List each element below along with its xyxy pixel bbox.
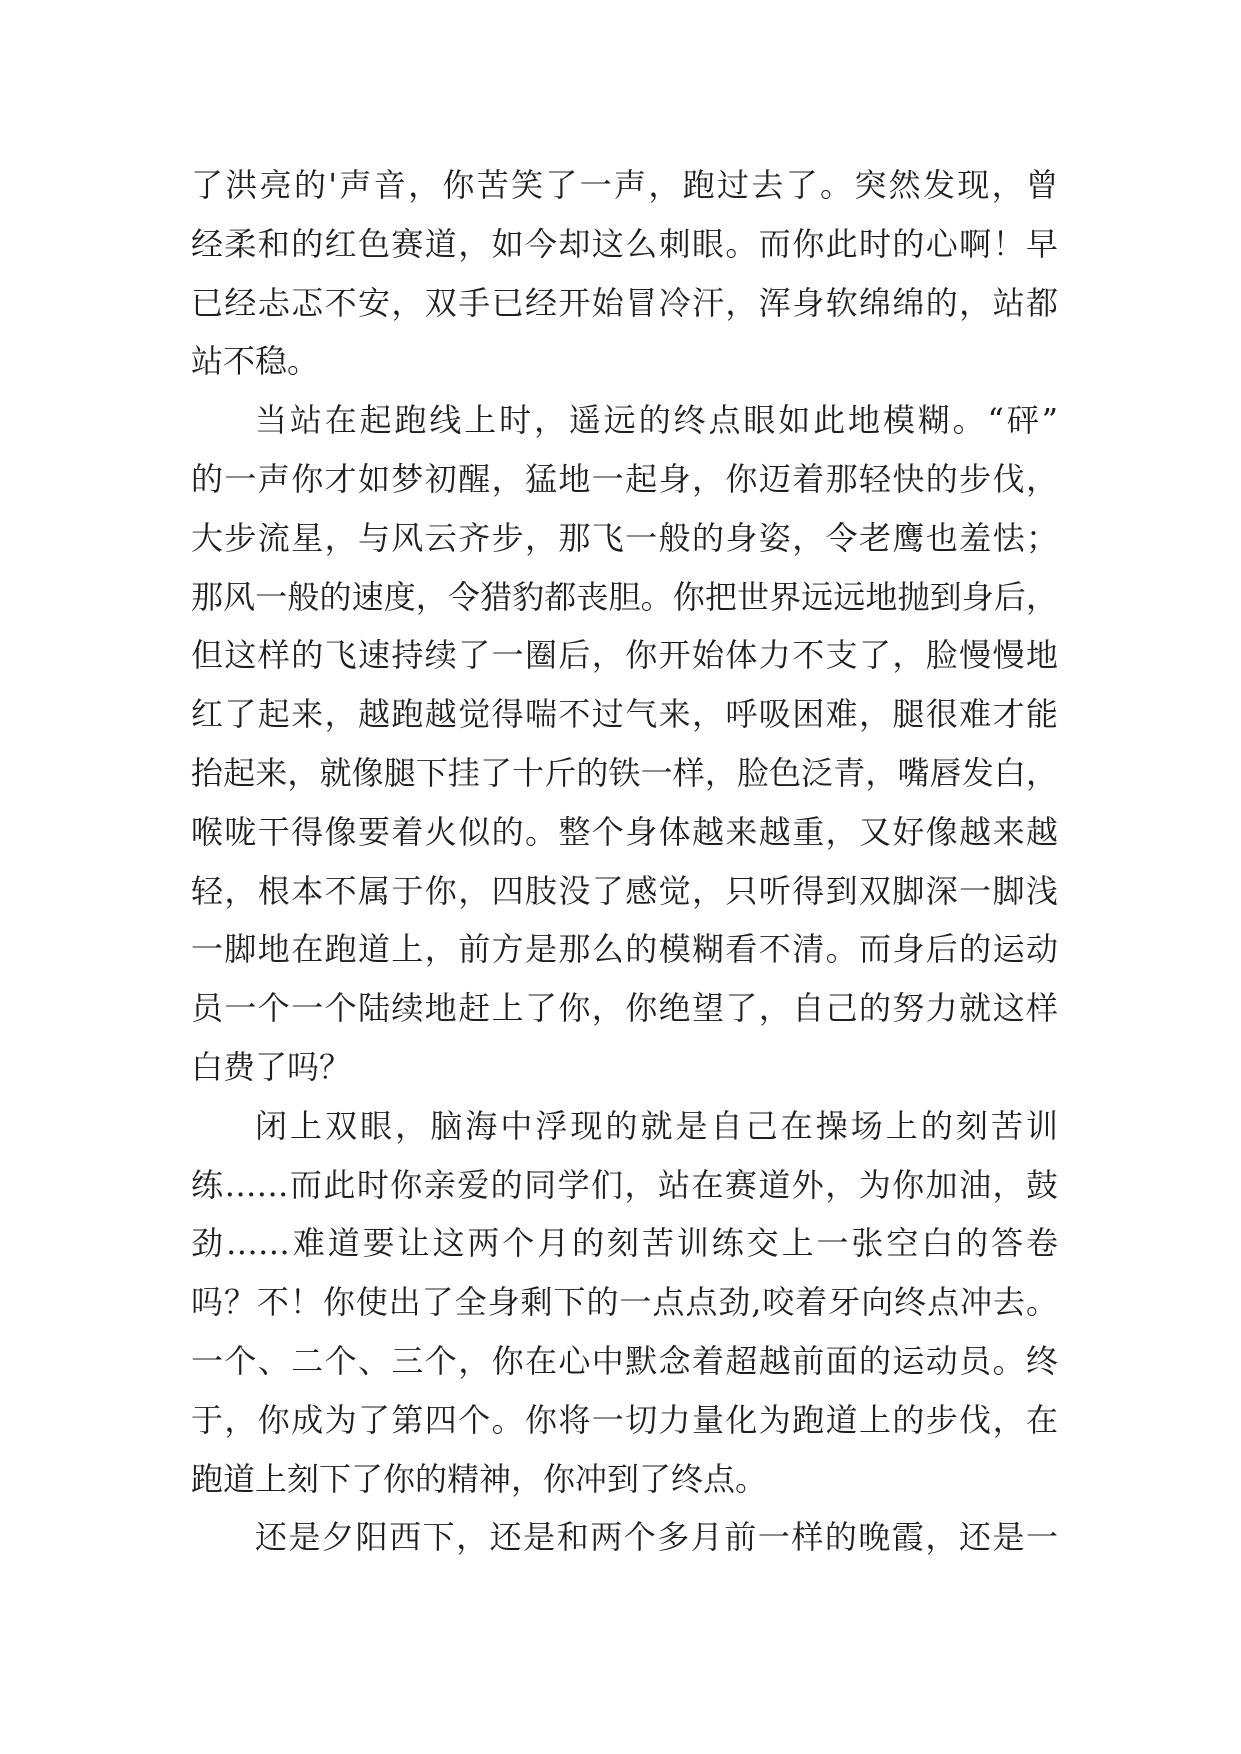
text-line: 一脚地在跑道上，前方是那么的模糊看不清。而身后的运动 [191, 930, 1058, 969]
text-line: 抬起来，就像腿下挂了十斤的铁一样，脸色泛青，嘴唇发白， [191, 753, 1058, 792]
paragraph [191, 1097, 1058, 1509]
text-line: 跑道上刻下了你的精神，你冲到了终点。 [191, 1459, 768, 1498]
text-line: 还是夕阳西下，还是和两个多月前一样的晚霞，还是一 [255, 1518, 1058, 1557]
paragraph [191, 1508, 1058, 1567]
text-line: 喉咙干得像要着火似的。整个身体越来越重，又好像越来越 [191, 812, 1058, 851]
text-line: 站不稳。 [191, 342, 320, 381]
paragraph [191, 391, 1058, 1097]
text-line: 劲……难道要让这两个月的刻苦训练交上一张空白的答卷 [191, 1224, 1058, 1263]
text-line: 那风一般的速度，令猎豹都丧胆。你把世界远远地抛到身后， [191, 577, 1058, 616]
text-line: 练……而此时你亲爱的同学们，站在赛道外，为你加油，鼓 [191, 1165, 1058, 1204]
text-line: 一个、二个、三个，你在心中默念着超越前面的运动员。终 [191, 1341, 1058, 1380]
text-line: 大步流星，与风云齐步，那飞一般的身姿，令老鹰也羞怯； [191, 518, 1058, 557]
text-line: 吗？不！你使出了全身剩下的一点点劲,咬着牙向终点冲去。 [191, 1283, 1058, 1322]
text-line: 闭上双眼，脑海中浮现的就是自己在操场上的刻苦训 [255, 1106, 1058, 1145]
body-text [191, 156, 1058, 1567]
text-line: 于，你成为了第四个。你将一切力量化为跑道上的步伐，在 [191, 1400, 1058, 1439]
text-line: 轻，根本不属于你，四肢没了感觉，只听得到双脚深一脚浅 [191, 871, 1058, 910]
text-line: 但这样的飞速持续了一圈后，你开始体力不支了，脸慢慢地 [191, 636, 1058, 675]
text-line: 红了起来，越跑越觉得喘不过气来，呼吸困难，腿很难才能 [191, 695, 1058, 734]
text-line: 的一声你才如梦初醒，猛地一起身，你迈着那轻快的步伐， [191, 459, 1058, 498]
paragraph [191, 156, 1058, 391]
text-line: 白费了吗？ [191, 1047, 352, 1086]
text-line: 了洪亮的'声音，你苦笑了一声，跑过去了。突然发现，曾 [191, 166, 1058, 204]
text-line: 经柔和的红色赛道，如今却这么刺眼。而你此时的心啊！早 [191, 224, 1058, 263]
text-line: 当站在起跑线上时，遥远的终点眼如此地模糊。“砰” [255, 401, 1058, 440]
text-line: 已经忐忑不安，双手已经开始冒冷汗，浑身软绵绵的，站都 [191, 283, 1058, 322]
text-line: 员一个一个陆续地赶上了你，你绝望了，自己的努力就这样 [191, 989, 1058, 1028]
